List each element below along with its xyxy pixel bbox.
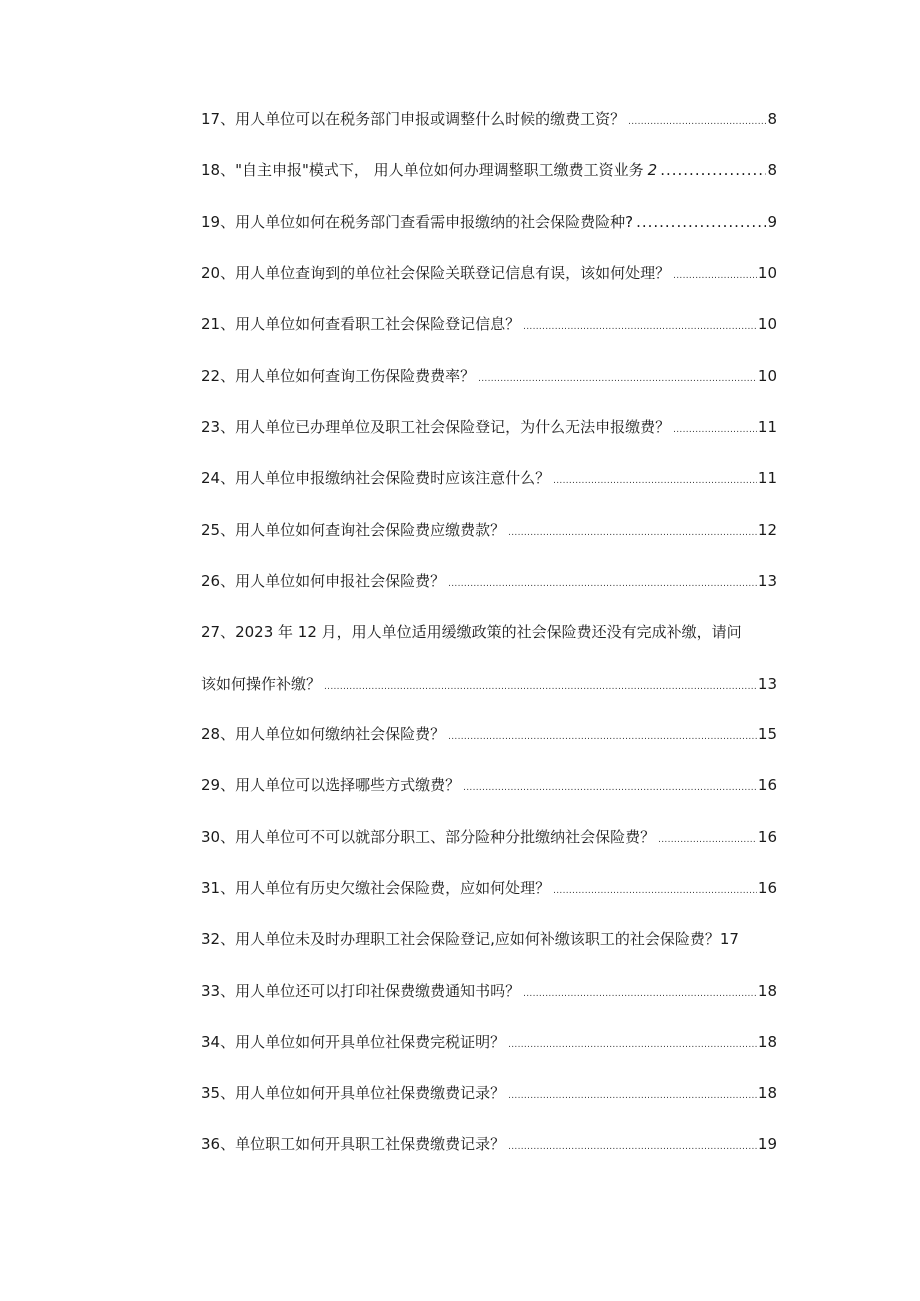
- toc-leader-dots: [628, 109, 766, 135]
- toc-leader-dots: [658, 827, 757, 853]
- toc-page-number: 10: [757, 264, 777, 282]
- toc-entry[interactable]: [201, 721, 777, 747]
- toc-entry-title: 32、用人单位未及时办理职工社会保险登记,应如何补缴该职工的社会保险费？17: [201, 930, 739, 948]
- toc-page-number: 10: [757, 367, 777, 385]
- toc-entry-title: 36、单位职工如何开具职工社保费缴费记录？: [201, 1135, 506, 1153]
- toc-entry[interactable]: [201, 414, 777, 440]
- toc-page-number: 8: [767, 161, 777, 179]
- toc-leader-dots: [523, 981, 757, 1007]
- toc-page-number: 16: [757, 776, 777, 794]
- toc-leader-dots: [660, 157, 766, 183]
- toc-entry-title: 25、用人单位如何查询社会保险费应缴费款？: [201, 521, 506, 539]
- toc-entry[interactable]: [201, 671, 777, 697]
- toc-page-number: 11: [757, 418, 777, 436]
- toc-page-number: 11: [757, 469, 777, 487]
- toc-entry[interactable]: [201, 619, 777, 645]
- toc-leader-dots: [553, 878, 757, 904]
- toc-leader-dots: [448, 571, 757, 597]
- toc-entry[interactable]: [201, 824, 777, 850]
- toc-entry-title: 22、用人单位如何查询工伤保险费费率？: [201, 367, 476, 385]
- toc-entry[interactable]: [201, 875, 777, 901]
- toc-entry-title: 27、2023 年 12 月，用人单位适用缓缴政策的社会保险费还没有完成补缴，请问: [201, 623, 742, 641]
- toc-entry[interactable]: [201, 106, 777, 132]
- toc-entry-title: 34、用人单位如何开具单位社保费完税证明？: [201, 1033, 506, 1051]
- toc-page-number: 13: [757, 675, 777, 693]
- toc-entry[interactable]: [201, 978, 777, 1004]
- toc-entry[interactable]: [201, 157, 777, 183]
- toc-entry[interactable]: [201, 1131, 777, 1157]
- toc-page-number: 18: [757, 1084, 777, 1102]
- toc-entry[interactable]: [201, 568, 777, 594]
- toc-page-number: 18: [757, 982, 777, 1000]
- toc-leader-dots: [478, 366, 757, 392]
- toc-page-number: 10: [757, 315, 777, 333]
- toc-leader-dots: [636, 209, 766, 235]
- toc-entry-title: 该如何操作补缴？: [201, 675, 322, 693]
- toc-entry-title: 31、用人单位有历史欠缴社会保险费，应如何处理？: [201, 879, 551, 897]
- toc-entry[interactable]: [201, 1080, 777, 1106]
- toc-entry[interactable]: [201, 363, 777, 389]
- toc-entry[interactable]: [201, 260, 777, 286]
- toc-leader-dots: [673, 417, 757, 443]
- toc-entry[interactable]: [201, 772, 777, 798]
- toc-page-number: 16: [757, 828, 777, 846]
- toc-entry-title: 17、用人单位可以在税务部门申报或调整什么时候的缴费工资？: [201, 110, 626, 128]
- toc-page-number: 8: [767, 110, 777, 128]
- toc-page-number: 15: [757, 725, 777, 743]
- toc-entry-title: 21、用人单位如何查看职工社会保险登记信息？: [201, 315, 521, 333]
- toc-entry[interactable]: [201, 465, 777, 491]
- toc-leader-dots: [523, 314, 757, 340]
- toc-page-number: 13: [757, 572, 777, 590]
- toc-entry-title: 29、用人单位可以选择哪些方式缴费？: [201, 776, 461, 794]
- toc-leader-dots: [463, 775, 757, 801]
- toc-entry[interactable]: [201, 517, 777, 543]
- toc-leader-dots: [673, 263, 757, 289]
- toc-entry-title: 30、用人单位可不可以就部分职工、部分险种分批缴纳社会保险费？: [201, 828, 656, 846]
- toc-leader-dots: [508, 520, 757, 546]
- toc-page-number: 12: [757, 521, 777, 539]
- toc-entry-title: 24、用人单位申报缴纳社会保险费时应该注意什么？: [201, 469, 551, 487]
- toc-leader-dots: [553, 468, 757, 494]
- toc-entry[interactable]: [201, 209, 777, 235]
- toc-leader-dots: [508, 1134, 757, 1160]
- toc-leader-dots: [324, 674, 757, 700]
- toc-entry-title: 33、用人单位还可以打印社保费缴费通知书吗？: [201, 982, 521, 1000]
- toc-entry[interactable]: [201, 926, 777, 952]
- toc-entry-title: 19、用人单位如何在税务部门查看需申报缴纳的社会保险费险种?: [201, 213, 634, 231]
- toc-page-number: 9: [767, 213, 777, 231]
- toc-page-number: 19: [757, 1135, 777, 1153]
- toc-entry-title: 26、用人单位如何申报社会保险费？: [201, 572, 446, 590]
- toc-entry[interactable]: [201, 311, 777, 337]
- toc-entry-italic-number: 2: [647, 161, 658, 179]
- toc-leader-dots: [508, 1083, 757, 1109]
- toc-entry-title: 18、"自主申报"模式下， 用人单位如何办理调整职工缴费工资业务: [201, 161, 644, 179]
- toc-entry-title: 35、用人单位如何开具单位社保费缴费记录？: [201, 1084, 506, 1102]
- toc-leader-dots: [448, 724, 757, 750]
- toc-leader-dots: [508, 1032, 757, 1058]
- toc-page-number: 18: [757, 1033, 777, 1051]
- toc-page-number: 16: [757, 879, 777, 897]
- toc-entry-title: 23、用人单位已办理单位及职工社会保险登记，为什么无法申报缴费？: [201, 418, 671, 436]
- toc-entry[interactable]: [201, 1029, 777, 1055]
- toc-entry-title: 20、用人单位查询到的单位社会保险关联登记信息有误，该如何处理？: [201, 264, 671, 282]
- toc-entry-title: 28、用人单位如何缴纳社会保险费？: [201, 725, 446, 743]
